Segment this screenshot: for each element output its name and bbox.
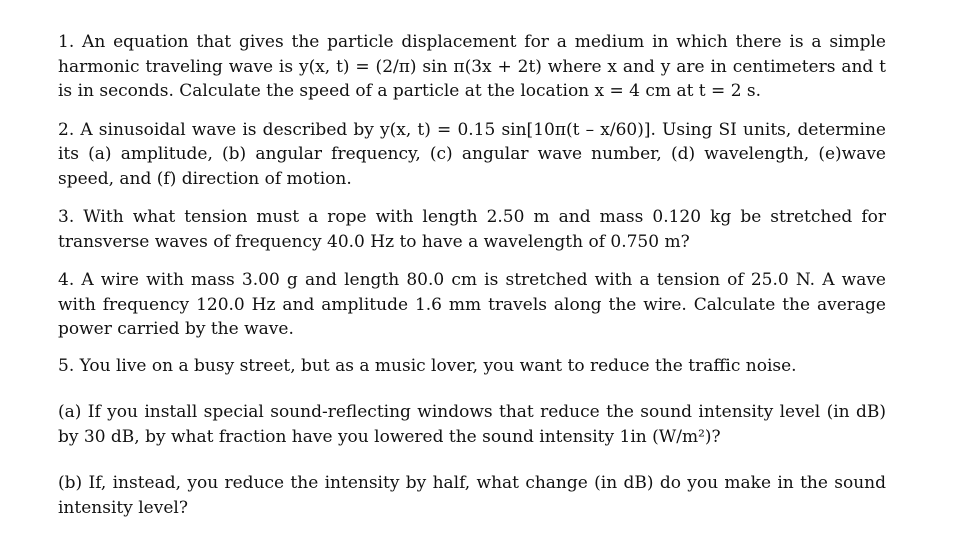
problem-set bbox=[58, 30, 886, 520]
question-5a: (a) If you install special sound-reflecting windows that reduce the sound intensity level (in dB) by 30 dB, by what fraction have you lowered the sound intensity 1in (W/m²)? bbox=[58, 402, 886, 447]
question-2: 2. A sinusoidal wave is described by y(x, t) = 0.15 sin[10π(t – x/60)]. Using SI units, determine its (a) amplitude, (b) angular frequency, (c) angular wave number, (d) wavelength, (e)wave speed, and (f) direction of motion. bbox=[58, 119, 886, 189]
question-5b: (b) If, instead, you reduce the intensity by half, what change (in dB) do you make in the sound intensity level? bbox=[58, 473, 886, 518]
question-1: 1. An equation that gives the particle displacement for a medium in which there is a simple harmonic traveling wave is y(x, t) = (2/π) sin π(3x + 2t) where x and y are in centimeters and t is in seconds. Calculate the speed of a particle at the location x = 4 cm at t = 2 s. bbox=[58, 32, 886, 101]
question-4: 4. A wire with mass 3.00 g and length 80.0 cm is stretched with a tension of 25.0 N. A wave with frequency 120.0 Hz and amplitude 1.6 mm travels along the wire. Calculate the average power carried by the wave. bbox=[58, 270, 886, 339]
question-3: 3. With what tension must a rope with length 2.50 m and mass 0.120 kg be stretched for transverse waves of frequency 40.0 Hz to have a wavelength of 0.750 m? bbox=[58, 207, 886, 252]
question-5: 5. You live on a busy street, but as a music lover, you want to reduce the traffic noise. bbox=[58, 355, 797, 376]
